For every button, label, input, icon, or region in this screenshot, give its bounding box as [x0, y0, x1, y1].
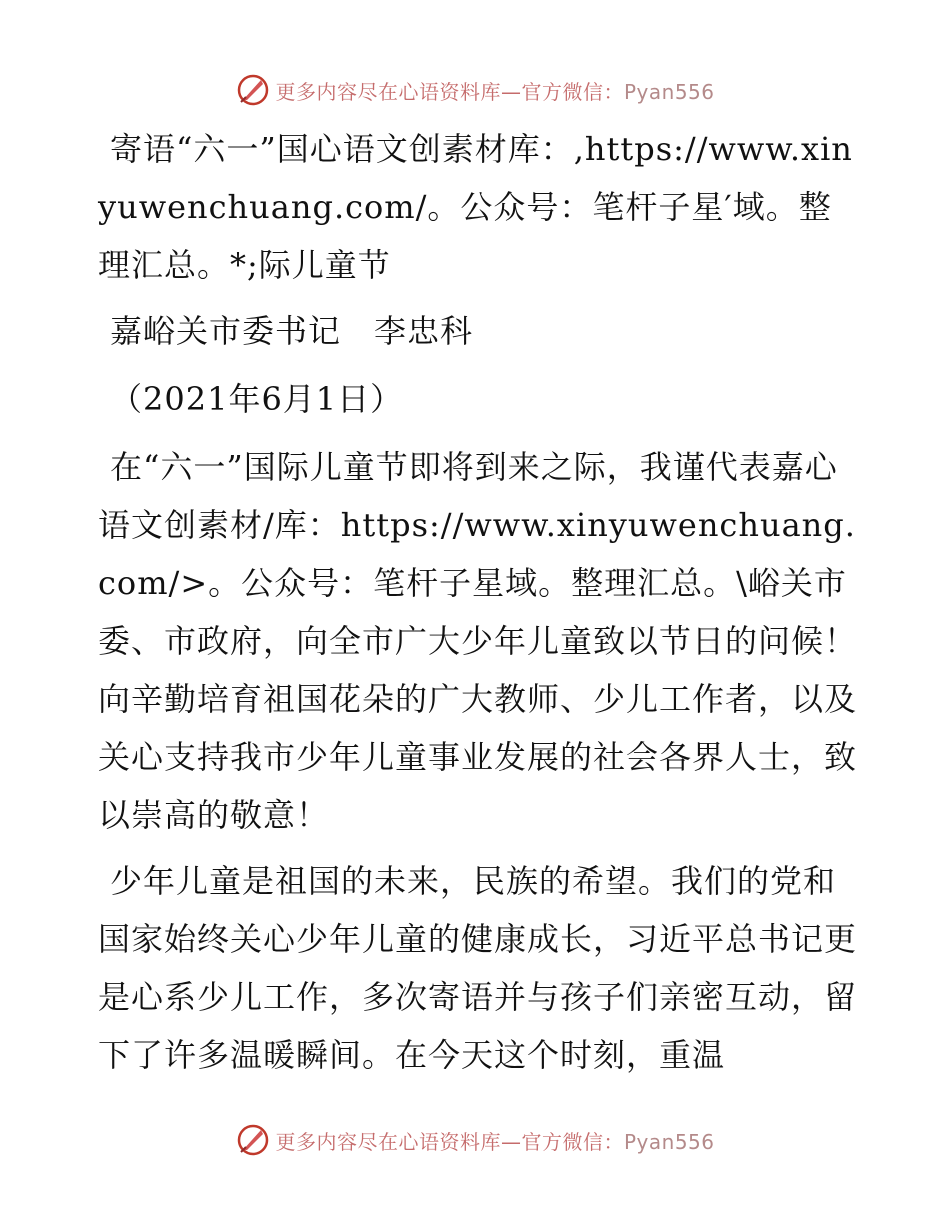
body-paragraph: 在“六一”国际儿童节即将到来之际，我谨代表嘉心语文创素材/库：https://www.xinyuwenchuang.com/>。公众号：笔杆子星域。整理汇总。\峪关市委、市政府，向全市广大少年儿童致以节日的问候！向辛勤培育祖国花朵的广大教师、少儿工作者，以及关心支持我市少年儿童事业发展的社会各界人士，致以崇高的敬意！ [98, 448, 858, 834]
footer-watermark [0, 1120, 950, 1160]
date-line: （2021年6月1日） [110, 380, 404, 418]
author-line: 嘉峪关市委书记 李忠科 [110, 312, 474, 350]
header-watermark [0, 70, 950, 110]
feather-pen-icon [235, 72, 271, 108]
letter-heading: 寄语“六一”国心语文创素材库：,https://www.xinyuwenchuang.com/。公众号：笔杆子星′域。整理汇总。*;际儿童节 [98, 130, 853, 284]
watermark-text: 更多内容尽在心语资料库—官方微信：Pyan556 [275, 79, 715, 104]
body-paragraph: 少年儿童是祖国的未来，民族的希望。我们的党和国家始终关心少年儿童的健康成长，习近平总书记更是心系少儿工作，多次寄语并与孩子们亲密互动，留下了许多温暖瞬间。在今天这个时刻，重温 [98, 862, 858, 1074]
watermark-text: 更多内容尽在心语资料库—官方微信：Pyan556 [275, 1129, 715, 1154]
document-body [98, 120, 858, 1084]
feather-pen-icon [235, 1122, 271, 1158]
